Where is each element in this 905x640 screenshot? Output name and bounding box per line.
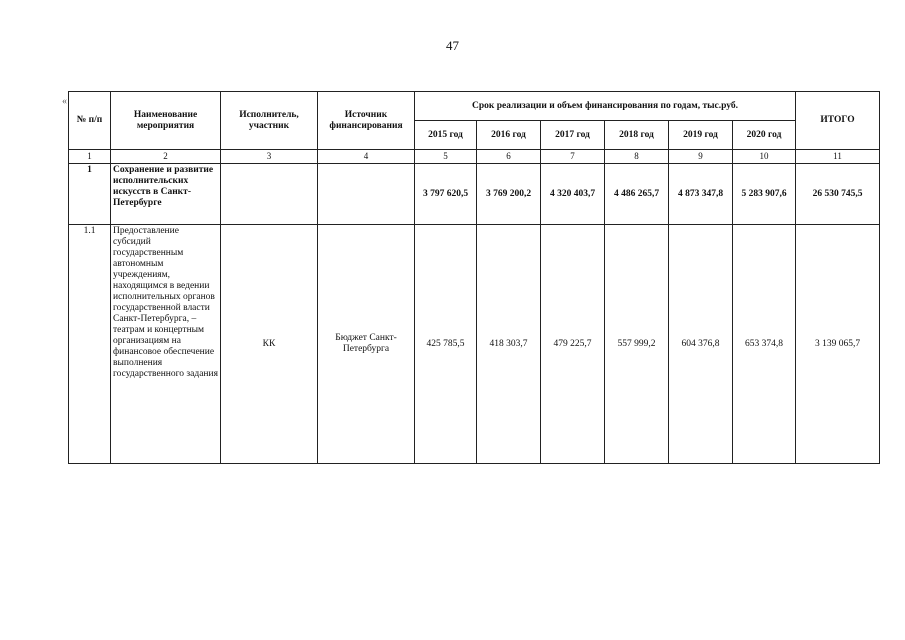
- header-num: № п/п: [69, 92, 111, 150]
- row-value: 5 283 907,6: [733, 164, 796, 225]
- financing-table: [68, 91, 880, 464]
- header-period: Срок реализации и объем финансирования по годам, тыс.руб.: [415, 92, 796, 121]
- header-row: [69, 92, 880, 121]
- table-row: [69, 164, 880, 225]
- opening-quote-mark: «: [62, 96, 67, 107]
- row-total: 26 530 745,5: [796, 164, 880, 225]
- row-executor: [221, 164, 318, 225]
- row-value: 604 376,8: [669, 225, 733, 464]
- header-year: 2020 год: [733, 121, 796, 150]
- row-value: 653 374,8: [733, 225, 796, 464]
- row-value: 4 873 347,8: [669, 164, 733, 225]
- row-value: 3 797 620,5: [415, 164, 477, 225]
- row-number: 1: [69, 164, 111, 225]
- row-value: 4 320 403,7: [541, 164, 605, 225]
- column-number: 6: [477, 150, 541, 164]
- column-number: 11: [796, 150, 880, 164]
- column-number: 4: [318, 150, 415, 164]
- header-executor: Исполнитель, участник: [221, 92, 318, 150]
- page-number: 47: [446, 38, 459, 53]
- row-source: [318, 164, 415, 225]
- row-executor: КК: [221, 225, 318, 464]
- row-value: 3 769 200,2: [477, 164, 541, 225]
- header-year: 2017 год: [541, 121, 605, 150]
- row-source: Бюджет Санкт-Петербурга: [318, 225, 415, 464]
- header-year: 2018 год: [605, 121, 669, 150]
- column-number: 10: [733, 150, 796, 164]
- header-year: 2016 год: [477, 121, 541, 150]
- column-number: 3: [221, 150, 318, 164]
- row-name: Предоставление субсидий государственным автономным учреждениям, находящимся в ведении исполнительных органов государственной власти Санкт-Петербурга, – театрам и концертным организациям на финансовое обеспечение выполнения государственного задания: [111, 225, 221, 464]
- header-year: 2015 год: [415, 121, 477, 150]
- column-number: 2: [111, 150, 221, 164]
- column-number: 7: [541, 150, 605, 164]
- column-number: 5: [415, 150, 477, 164]
- row-total: 3 139 065,7: [796, 225, 880, 464]
- row-value: 479 225,7: [541, 225, 605, 464]
- row-number: 1.1: [69, 225, 111, 464]
- row-value: 418 303,7: [477, 225, 541, 464]
- column-number: 8: [605, 150, 669, 164]
- header-total: ИТОГО: [796, 92, 880, 150]
- row-value: 425 785,5: [415, 225, 477, 464]
- header-year: 2019 год: [669, 121, 733, 150]
- column-numbers-row: [69, 150, 880, 164]
- row-value: 4 486 265,7: [605, 164, 669, 225]
- header-name: Наименование мероприятия: [111, 92, 221, 150]
- row-value: 557 999,2: [605, 225, 669, 464]
- header-source: Источник финансирования: [318, 92, 415, 150]
- table-row: [69, 225, 880, 464]
- row-name: Сохранение и развитие исполнительских искусств в Санкт-Петербурге: [111, 164, 221, 225]
- column-number: 1: [69, 150, 111, 164]
- column-number: 9: [669, 150, 733, 164]
